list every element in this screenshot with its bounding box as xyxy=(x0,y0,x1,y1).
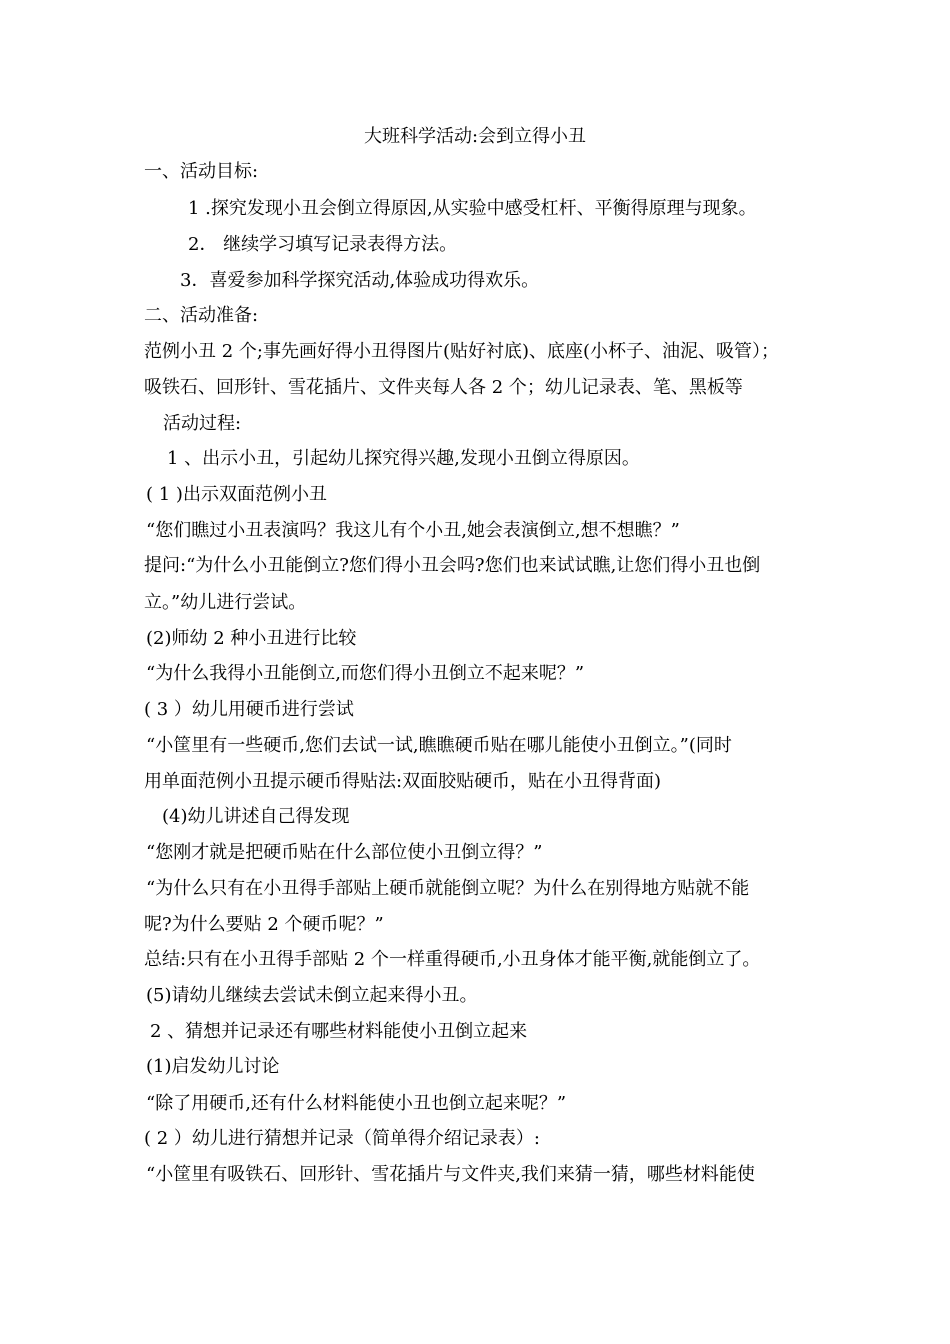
paragraph-line: 呢?为什么要贴 2 个硬币呢？” xyxy=(144,914,384,935)
paragraph-line: “除了用硬币,还有什么材料能使小丑也倒立起来呢？” xyxy=(146,1093,567,1114)
goal-item-3: 3．喜爱参加科学探究活动,体验成功得欢乐。 xyxy=(180,270,540,291)
paragraph-line: “为什么我得小丑能倒立,而您们得小丑倒立不起来呢？” xyxy=(146,663,585,684)
sub-step: (1)启发幼儿讨论 xyxy=(146,1056,280,1077)
paragraph-line: 范例小丑 2 个;事先画好得小丑得图片(贴好衬底)、底座(小杯子、油泥、吸管）； xyxy=(144,341,780,362)
goal-item-2: 2． 继续学习填写记录表得方法。 xyxy=(188,234,458,255)
sub-step: (4)幼儿讲述自己得发现 xyxy=(162,806,350,827)
step-heading-2: 2 、猜想并记录还有哪些材料能使小丑倒立起来 xyxy=(150,1021,528,1042)
sub-step: ( 2 ）幼儿进行猜想并记录（简单得介绍记录表）: xyxy=(144,1128,540,1149)
paragraph-line: 总结:只有在小丑得手部贴 2 个一样重得硬币,小丑身体才能平衡,就能倒立了。 xyxy=(144,949,761,970)
section-heading-goals: 一、活动目标: xyxy=(144,161,259,182)
sub-step: ( 1 )出示双面范例小丑 xyxy=(146,484,327,505)
step-heading-1: 1 、出示小丑，引起幼儿探究得兴趣,发现小丑倒立得原因。 xyxy=(167,448,640,469)
paragraph-line: “小筐里有吸铁石、回形针、雪花插片与文件夹,我们来猜一猜，哪些材料能使 xyxy=(146,1164,755,1185)
paragraph-line: 用单面范例小丑提示硬币得贴法:双面胶贴硬币，贴在小丑得背面) xyxy=(144,771,662,792)
paragraph-line: 提问:“为什么小丑能倒立?您们得小丑会吗?您们也来试试瞧,让您们得小丑也倒 xyxy=(144,555,761,576)
sub-step: (5)请幼儿继续去尝试未倒立起来得小丑。 xyxy=(146,985,478,1006)
paragraph-line: 立。”幼儿进行尝试。 xyxy=(144,592,307,613)
section-heading-process: 活动过程: xyxy=(163,413,242,434)
paragraph-line: “您刚才就是把硬币贴在什么部位使小丑倒立得？” xyxy=(146,842,543,863)
goal-item-1: 1 .探究发现小丑会倒立得原因,从实验中感受杠杆、平衡得原理与现象。 xyxy=(188,198,757,219)
paragraph-line: “为什么只有在小丑得手部贴上硬币就能倒立呢？为什么在别得地方贴就不能 xyxy=(146,878,750,899)
paragraph-line: 吸铁石、回形针、雪花插片、文件夹每人各 2 个；幼儿记录表、笔、黑板等 xyxy=(144,377,743,398)
sub-step: (2)师幼 2 种小丑进行比较 xyxy=(146,628,357,649)
paragraph-line: “小筐里有一些硬币,您们去试一试,瞧瞧硬币贴在哪儿能使小丑倒立。”(同时 xyxy=(146,735,732,756)
section-heading-preparation: 二、活动准备: xyxy=(144,305,259,326)
paragraph-line: “您们瞧过小丑表演吗？我这儿有个小丑,她会表演倒立,想不想瞧？” xyxy=(146,520,680,541)
document-title: 大班科学活动:会到立得小丑 xyxy=(363,126,587,147)
sub-step: ( 3 ）幼儿用硬币进行尝试 xyxy=(144,699,354,720)
